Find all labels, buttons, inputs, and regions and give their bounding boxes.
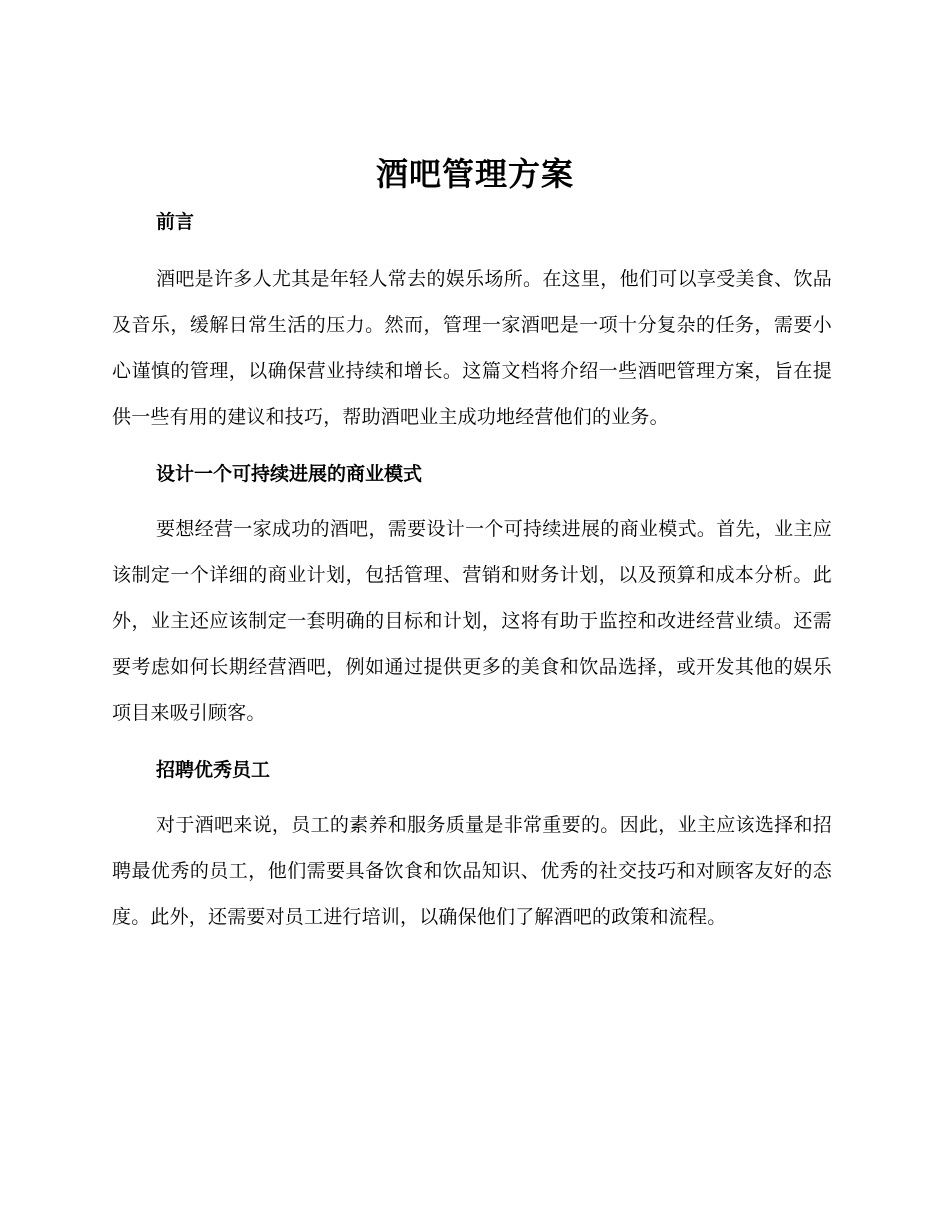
section-paragraph-recruitment: 对于酒吧来说，员工的素养和服务质量是非常重要的。因此，业主应该选择和招聘最优秀的员工，他们需要具备饮食和饮品知识、优秀的社交技巧和对顾客友好的态度。此外，还需要对员工进行培训，以确保他们了解酒吧的政策和流程。 [112, 814, 832, 928]
section-heading-business-model: 设计一个可持续进展的商业模式 [156, 463, 423, 485]
document-body [112, 200, 832, 940]
document-title: 酒吧管理方案 [375, 155, 574, 193]
section-heading-preface: 前言 [156, 211, 195, 233]
section-heading-recruitment: 招聘优秀员工 [156, 759, 271, 781]
section-paragraph-business-model: 要想经营一家成功的酒吧，需要设计一个可持续进展的商业模式。首先，业主应该制定一个详细的商业计划，包括管理、营销和财务计划，以及预算和成本分析。此外，业主还应该制定一套明确的目标和计划，这将有助于监控和改进经营业绩。还需要考虑如何长期经营酒吧，例如通过提供更多的美食和饮品选择，或开发其他的娱乐项目来吸引顾客。 [112, 518, 832, 724]
section-paragraph-preface: 酒吧是许多人尤其是年轻人常去的娱乐场所。在这里，他们可以享受美食、饮品及音乐，缓解日常生活的压力。然而，管理一家酒吧是一项十分复杂的任务，需要小心谨慎的管理，以确保营业持续和增长。这篇文档将介绍一些酒吧管理方案，旨在提供一些有用的建议和技巧，帮助酒吧业主成功地经营他们的业务。 [112, 268, 832, 428]
